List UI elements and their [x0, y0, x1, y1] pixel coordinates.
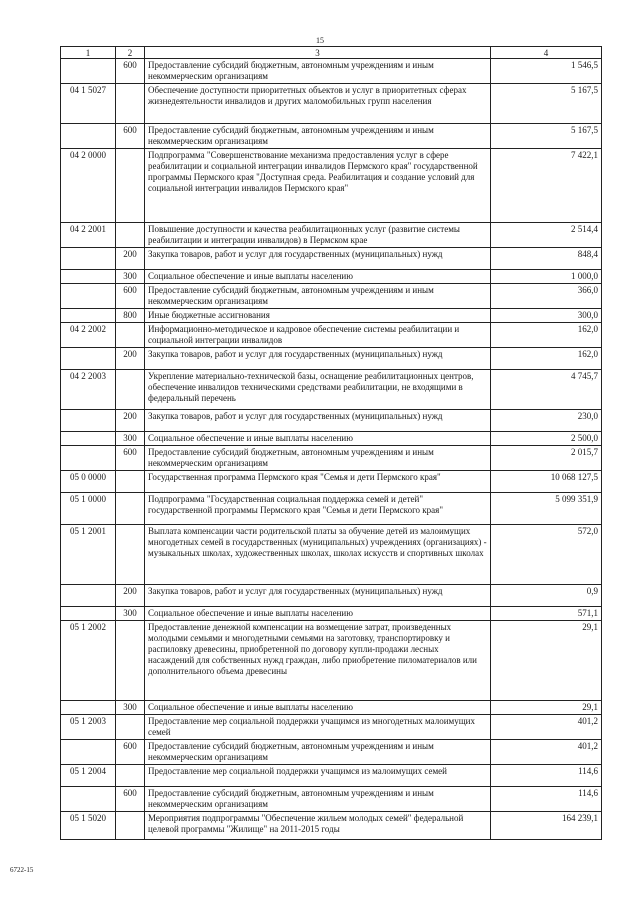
table-row	[61, 270, 602, 284]
row-expense-type-cell: 200	[116, 410, 145, 432]
row-code-cell	[61, 787, 116, 812]
row-expense-type-cell: 800	[116, 309, 145, 323]
row-amount-cell: 230,0	[491, 410, 602, 432]
row-expense-type-cell: 200	[116, 248, 145, 270]
row-code-cell	[61, 309, 116, 323]
table-row	[61, 525, 602, 585]
row-name-cell: Укрепление материально-технической базы, оснащение реабилитационных центров, обеспечение инвалидов техническими средствами реабилитации, не входящими в федеральный перечень	[145, 370, 491, 410]
column-header-name: 3	[145, 47, 491, 59]
row-name-cell: Закупка товаров, работ и услуг для государственных (муниципальных) нужд	[145, 348, 491, 370]
table-row	[61, 765, 602, 787]
row-code-cell: 05 1 2002	[61, 621, 116, 701]
row-amount-cell: 1 000,0	[491, 270, 602, 284]
row-amount-cell: 7 422,1	[491, 149, 602, 223]
row-amount-cell: 2 514,4	[491, 223, 602, 248]
table-row	[61, 812, 602, 840]
table-row	[61, 787, 602, 812]
row-code-cell: 04 2 0000	[61, 149, 116, 223]
row-amount-cell: 162,0	[491, 323, 602, 348]
row-expense-type-cell	[116, 223, 145, 248]
row-amount-cell: 2 500,0	[491, 432, 602, 446]
row-name-cell: Предоставление денежной компенсации на возмещение затрат, произведенных молодыми семьями и многодетными семьями на заготовку, транспортировку и распиловку древесины, приобретенной по договору купли-продажи лесных насаждений для собственных нужд граждан, либо приобретение пиломатериалов или дополнительного объема древесины	[145, 621, 491, 701]
table-row	[61, 323, 602, 348]
row-name-cell: Предоставление мер социальной поддержки учащимся из многодетных малоимущих семей	[145, 715, 491, 740]
row-expense-type-cell	[116, 765, 145, 787]
row-amount-cell: 0,9	[491, 585, 602, 607]
row-name-cell: Закупка товаров, работ и услуг для государственных (муниципальных) нужд	[145, 248, 491, 270]
table-row	[61, 284, 602, 309]
row-code-cell	[61, 124, 116, 149]
row-code-cell	[61, 284, 116, 309]
row-expense-type-cell	[116, 525, 145, 585]
row-expense-type-cell	[116, 471, 145, 493]
row-code-cell	[61, 740, 116, 765]
row-expense-type-cell: 600	[116, 124, 145, 149]
row-name-cell: Подпрограмма "Совершенствование механизма предоставления услуг в сфере реабилитации и социальной интеграции инвалидов Пермского края" государственной программы Пермского края "Доступная среда. Реабилитация и создание условий для социальной интеграции инвалидов Пермского края"	[145, 149, 491, 223]
row-expense-type-cell: 200	[116, 585, 145, 607]
row-code-cell: 05 1 2001	[61, 525, 116, 585]
row-code-cell: 05 0 0000	[61, 471, 116, 493]
table-row	[61, 223, 602, 248]
row-expense-type-cell	[116, 621, 145, 701]
row-name-cell: Выплата компенсации части родительской платы за обучение детей из малоимущих многодетных семей в государственных (муниципальных) учреждениях (организациях) - музыкальных школах, художественных школах, школах искусств и спортивных школах	[145, 525, 491, 585]
row-amount-cell: 571,1	[491, 607, 602, 621]
table-row	[61, 348, 602, 370]
row-expense-type-cell	[116, 493, 145, 525]
table-row	[61, 471, 602, 493]
row-name-cell: Обеспечение доступности приоритетных объектов и услуг в приоритетных сферах жизнедеятельности инвалидов и других маломобильных групп населения	[145, 84, 491, 124]
row-name-cell: Предоставление субсидий бюджетным, автономным учреждениям и иным некоммерческим организациям	[145, 59, 491, 84]
table-row	[61, 248, 602, 270]
row-amount-cell: 1 546,5	[491, 59, 602, 84]
row-expense-type-cell: 200	[116, 348, 145, 370]
row-expense-type-cell: 600	[116, 787, 145, 812]
page-number: 15	[316, 36, 324, 45]
row-expense-type-cell	[116, 149, 145, 223]
row-expense-type-cell: 600	[116, 446, 145, 471]
row-code-cell: 04 2 2002	[61, 323, 116, 348]
table-row	[61, 446, 602, 471]
row-name-cell: Предоставление субсидий бюджетным, автономным учреждениям и иным некоммерческим организациям	[145, 284, 491, 309]
row-name-cell: Социальное обеспечение и иные выплаты населению	[145, 607, 491, 621]
row-name-cell: Государственная программа Пермского края "Семья и дети Пермского края"	[145, 471, 491, 493]
table-row	[61, 493, 602, 525]
row-expense-type-cell	[116, 370, 145, 410]
row-amount-cell: 162,0	[491, 348, 602, 370]
row-name-cell: Информационно-методическое и кадровое обеспечение системы реабилитации и социальной интеграции инвалидов	[145, 323, 491, 348]
row-code-cell	[61, 410, 116, 432]
row-expense-type-cell	[116, 323, 145, 348]
row-expense-type-cell: 300	[116, 270, 145, 284]
row-name-cell: Предоставление субсидий бюджетным, автономным учреждениям и иным некоммерческим организациям	[145, 787, 491, 812]
row-code-cell	[61, 248, 116, 270]
table-header-row	[61, 47, 602, 59]
table-body	[61, 59, 602, 840]
column-header-amount: 4	[491, 47, 602, 59]
row-amount-cell: 848,4	[491, 248, 602, 270]
row-amount-cell: 300,0	[491, 309, 602, 323]
row-name-cell: Предоставление субсидий бюджетным, автономным учреждениям и иным некоммерческим организациям	[145, 124, 491, 149]
budget-table	[60, 46, 602, 840]
row-name-cell: Предоставление субсидий бюджетным, автономным учреждениям и иным некоммерческим организациям	[145, 740, 491, 765]
row-name-cell: Предоставление мер социальной поддержки учащимся из малоимущих семей	[145, 765, 491, 787]
table-row	[61, 715, 602, 740]
row-expense-type-cell: 300	[116, 607, 145, 621]
table-row	[61, 585, 602, 607]
row-amount-cell: 2 015,7	[491, 446, 602, 471]
row-code-cell: 05 1 0000	[61, 493, 116, 525]
row-expense-type-cell	[116, 84, 145, 124]
table-row	[61, 124, 602, 149]
row-name-cell: Закупка товаров, работ и услуг для государственных (муниципальных) нужд	[145, 585, 491, 607]
table-row	[61, 740, 602, 765]
row-code-cell	[61, 446, 116, 471]
row-amount-cell: 164 239,1	[491, 812, 602, 840]
table-row	[61, 84, 602, 124]
row-amount-cell: 4 745,7	[491, 370, 602, 410]
table-row	[61, 309, 602, 323]
row-amount-cell: 366,0	[491, 284, 602, 309]
row-amount-cell: 29,1	[491, 701, 602, 715]
table-row	[61, 432, 602, 446]
table-row	[61, 59, 602, 84]
row-code-cell	[61, 701, 116, 715]
row-name-cell: Иные бюджетные ассигнования	[145, 309, 491, 323]
row-code-cell: 04 1 5027	[61, 84, 116, 124]
row-name-cell: Повышение доступности и качества реабилитационных услуг (развитие системы реабилитации и интеграции инвалидов) в Пермском крае	[145, 223, 491, 248]
row-name-cell: Подпрограмма "Государственная социальная поддержка семей и детей" государственной программы Пермского края "Семья и дети Пермского края"	[145, 493, 491, 525]
row-expense-type-cell: 300	[116, 701, 145, 715]
footer-document-code: 6722-15	[10, 866, 34, 874]
row-name-cell: Социальное обеспечение и иные выплаты населению	[145, 432, 491, 446]
row-expense-type-cell: 600	[116, 284, 145, 309]
row-amount-cell: 401,2	[491, 740, 602, 765]
row-expense-type-cell: 300	[116, 432, 145, 446]
row-code-cell	[61, 585, 116, 607]
table-row	[61, 701, 602, 715]
table-row	[61, 621, 602, 701]
row-expense-type-cell: 600	[116, 740, 145, 765]
row-code-cell: 05 1 5020	[61, 812, 116, 840]
row-amount-cell: 29,1	[491, 621, 602, 701]
row-amount-cell: 5 099 351,9	[491, 493, 602, 525]
row-code-cell	[61, 270, 116, 284]
column-header-code: 1	[61, 47, 116, 59]
row-name-cell: Мероприятия подпрограммы "Обеспечение жильем молодых семей" федеральной целевой программы "Жилище" на 2011-2015 годы	[145, 812, 491, 840]
row-code-cell: 05 1 2004	[61, 765, 116, 787]
row-code-cell: 04 2 2003	[61, 370, 116, 410]
row-expense-type-cell	[116, 715, 145, 740]
row-code-cell	[61, 348, 116, 370]
row-code-cell	[61, 59, 116, 84]
row-code-cell: 04 2 2001	[61, 223, 116, 248]
row-code-cell	[61, 607, 116, 621]
row-amount-cell: 114,6	[491, 765, 602, 787]
table-row	[61, 410, 602, 432]
row-expense-type-cell: 600	[116, 59, 145, 84]
table-row	[61, 607, 602, 621]
row-amount-cell: 10 068 127,5	[491, 471, 602, 493]
row-amount-cell: 572,0	[491, 525, 602, 585]
row-code-cell	[61, 432, 116, 446]
row-code-cell: 05 1 2003	[61, 715, 116, 740]
row-name-cell: Социальное обеспечение и иные выплаты населению	[145, 270, 491, 284]
row-name-cell: Закупка товаров, работ и услуг для государственных (муниципальных) нужд	[145, 410, 491, 432]
row-amount-cell: 5 167,5	[491, 124, 602, 149]
table-row	[61, 149, 602, 223]
row-name-cell: Предоставление субсидий бюджетным, автономным учреждениям и иным некоммерческим организациям	[145, 446, 491, 471]
row-expense-type-cell	[116, 812, 145, 840]
column-header-type: 2	[116, 47, 145, 59]
row-name-cell: Социальное обеспечение и иные выплаты населению	[145, 701, 491, 715]
row-amount-cell: 401,2	[491, 715, 602, 740]
row-amount-cell: 5 167,5	[491, 84, 602, 124]
table-row	[61, 370, 602, 410]
row-amount-cell: 114,6	[491, 787, 602, 812]
